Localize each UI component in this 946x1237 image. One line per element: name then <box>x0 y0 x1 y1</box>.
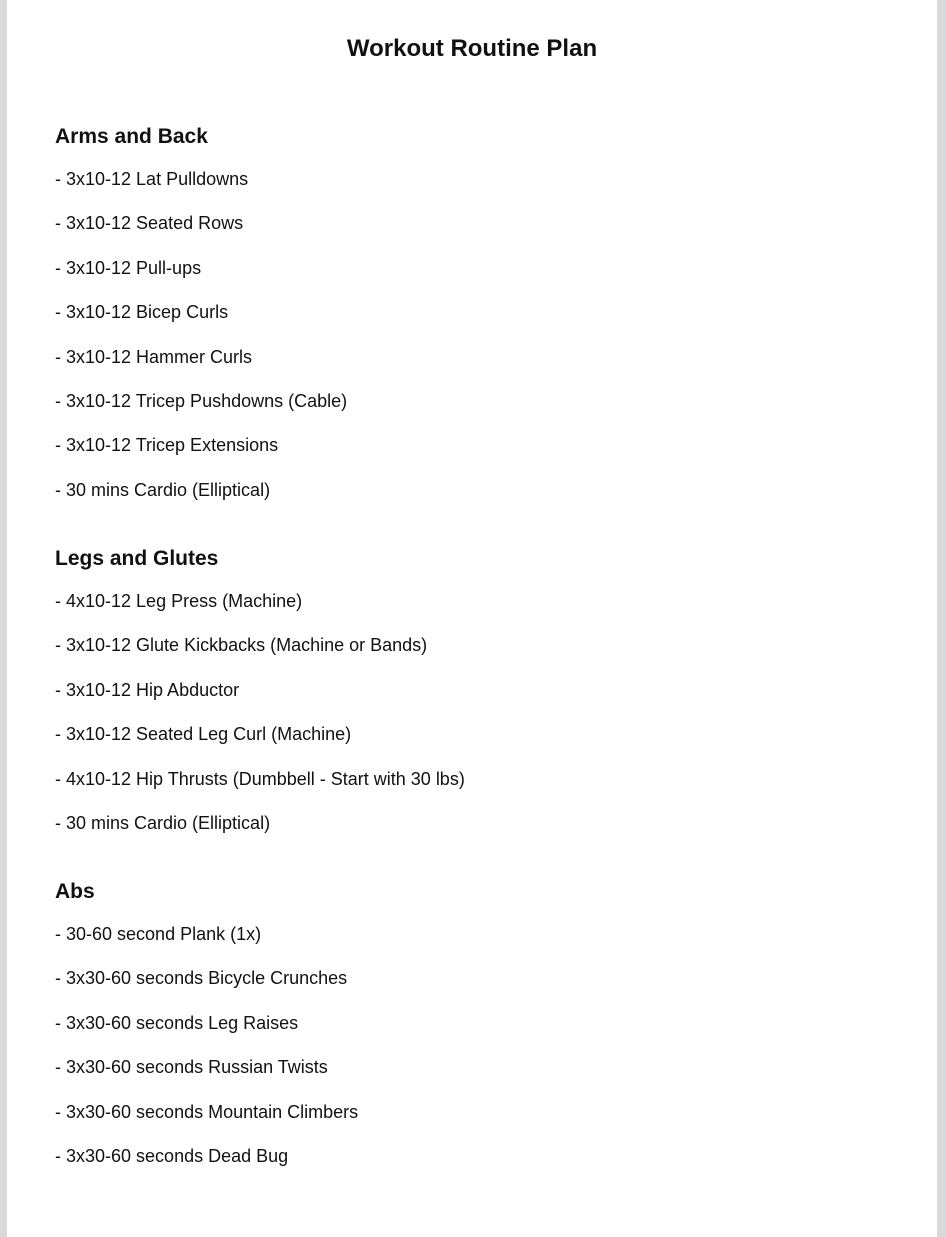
section-heading: Arms and Back <box>55 125 208 148</box>
list-item: - 3x30-60 seconds Leg Raises <box>55 1012 299 1033</box>
document-page <box>7 0 937 1237</box>
list-item: - 3x10-12 Glute Kickbacks (Machine or Bands) <box>55 635 428 656</box>
list-item: - 3x10-12 Bicep Curls <box>55 302 229 323</box>
exercise-list <box>55 589 915 835</box>
list-item: - 3x10-12 Tricep Extensions <box>55 435 279 456</box>
list-item: - 3x30-60 seconds Bicycle Crunches <box>55 968 348 989</box>
section-heading: Abs <box>55 880 95 903</box>
list-item: - 3x10-12 Pull-ups <box>55 257 202 278</box>
list-item: - 3x10-12 Hip Abductor <box>55 679 240 700</box>
list-item: - 3x10-12 Seated Leg Curl (Machine) <box>55 724 352 745</box>
list-item: - 3x30-60 seconds Russian Twists <box>55 1057 328 1078</box>
section-arms-and-back <box>55 123 915 522</box>
list-item: - 30 mins Cardio (Elliptical) <box>55 479 271 500</box>
list-item: - 3x10-12 Hammer Curls <box>55 346 253 367</box>
section-heading: Legs and Glutes <box>55 547 219 570</box>
section-legs-and-glutes <box>55 545 915 855</box>
list-item: - 30-60 second Plank (1x) <box>55 924 262 944</box>
list-item: - 3x10-12 Seated Rows <box>55 213 244 234</box>
section-abs <box>55 878 915 1188</box>
list-item: - 4x10-12 Hip Thrusts (Dumbbell - Start with 30 lbs) <box>55 768 465 789</box>
document-title: Workout Routine Plan <box>346 35 598 62</box>
list-item: - 3x10-12 Tricep Pushdowns (Cable) <box>55 390 348 411</box>
list-item: - 3x30-60 seconds Mountain Climbers <box>55 1101 359 1122</box>
list-item: - 4x10-12 Leg Press (Machine) <box>55 591 303 611</box>
exercise-list <box>55 167 915 502</box>
list-item: - 3x10-12 Lat Pulldowns <box>55 169 249 189</box>
list-item: - 3x30-60 seconds Dead Bug <box>55 1145 289 1166</box>
exercise-list <box>55 922 915 1168</box>
list-item: - 30 mins Cardio (Elliptical) <box>55 812 271 833</box>
